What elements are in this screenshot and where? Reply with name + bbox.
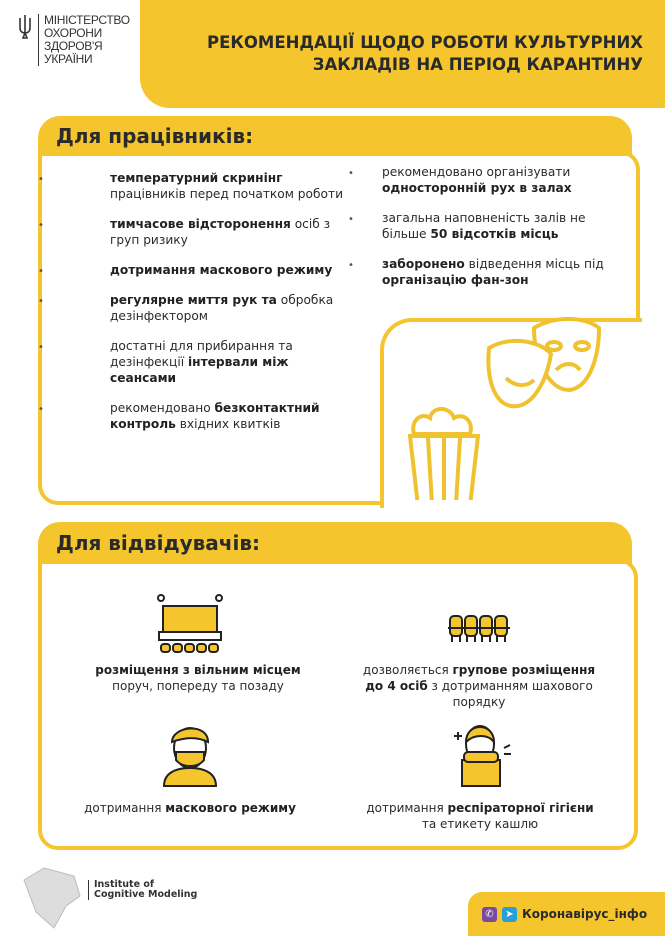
- bold-text: односторонній рух в залах: [382, 181, 572, 195]
- bullet-icon: •: [38, 266, 44, 277]
- bullet-icon: •: [348, 260, 354, 271]
- text: та етикету кашлю: [421, 817, 539, 831]
- bold-text: заборонено: [382, 257, 465, 271]
- text: рекомендовано: [110, 401, 215, 415]
- telegram-icon[interactable]: ➤: [502, 907, 517, 922]
- list-item: [348, 164, 622, 196]
- ministry-line: МІНІСТЕРСТВО: [44, 13, 130, 27]
- list-item: [38, 216, 350, 248]
- text: обробка дезінфектором: [110, 293, 334, 323]
- text: загальна наповненість залів не більше: [382, 211, 586, 241]
- list-item: [38, 338, 350, 386]
- viber-icon[interactable]: ✆: [482, 907, 497, 922]
- bold-text: температурний скринінг: [110, 171, 283, 185]
- bullet-icon: •: [38, 342, 44, 353]
- bold-text: групове розміщення до 4 осіб: [365, 663, 596, 693]
- bold-text: інтервали між сеансами: [110, 355, 289, 385]
- channel-badge[interactable]: [468, 892, 665, 936]
- text: працівників перед початком роботи: [110, 187, 343, 201]
- visitor-tip-mask: [70, 800, 310, 816]
- bold-text: організацію фан-зон: [382, 273, 529, 287]
- ministry-line: УКРАЇНИ: [44, 52, 93, 66]
- face-mask-person-icon: [160, 720, 220, 788]
- text: достатні для прибирання та дезінфекції: [110, 339, 293, 369]
- title-line: РЕКОМЕНДАЦІЇ ЩОДО РОБОТИ КУЛЬТУРНИХ: [207, 33, 643, 52]
- list-item: [38, 400, 350, 432]
- bold-text: регулярне миття рук та: [110, 293, 277, 307]
- bullet-icon: •: [38, 174, 44, 185]
- channel-name[interactable]: Коронавірус_інфо: [522, 907, 648, 921]
- bold-text: тимчасове відсторонення: [110, 217, 291, 231]
- ministry-line: ЗДОРОВ'Я: [44, 39, 103, 53]
- trident-icon: [18, 14, 32, 40]
- popcorn-icon: [404, 394, 484, 504]
- text: з дотриманням шахового порядку: [427, 679, 593, 709]
- group-seats-icon: [446, 614, 512, 644]
- bullet-icon: •: [38, 296, 44, 307]
- text: осіб з груп ризику: [110, 217, 331, 247]
- visitor-tip-respiratory: [360, 800, 600, 832]
- text: дотримання: [366, 801, 448, 815]
- bullet-icon: •: [38, 404, 44, 415]
- bold-text: 50 відсотків місць: [430, 227, 559, 241]
- text: вхідних квитків: [175, 417, 281, 431]
- theater-masks-icon: [484, 308, 604, 418]
- text: відведення місць під: [464, 257, 604, 271]
- bullet-icon: •: [38, 220, 44, 231]
- illustration-area: [380, 318, 642, 508]
- bold-text: безконтактний контроль: [110, 401, 320, 431]
- bold-text: розміщення з вільним місцем: [95, 663, 301, 677]
- bullet-icon: •: [348, 168, 354, 179]
- bullet-icon: •: [348, 214, 354, 225]
- text: рекомендовано організувати: [382, 165, 571, 179]
- ministry-logo: [18, 13, 130, 66]
- workers-list-left: [38, 170, 350, 446]
- text: дозволяється: [362, 663, 453, 677]
- workers-list-right: [348, 164, 622, 302]
- institute-logo-icon: [20, 866, 86, 930]
- list-item: [38, 262, 350, 278]
- header-banner: [140, 0, 665, 108]
- institute-line: Institute of: [94, 879, 155, 890]
- visitor-tip-group-seating: [359, 662, 599, 710]
- bold-text: маскового режиму: [165, 801, 296, 815]
- cinema-seating-icon: [155, 592, 225, 654]
- cough-etiquette-icon: [448, 720, 514, 788]
- text: поруч, попереду та позаду: [112, 679, 284, 693]
- list-item: [348, 256, 622, 288]
- title-line: ЗАКЛАДІВ НА ПЕРІОД КАРАНТИНУ: [312, 55, 643, 74]
- list-item: [348, 210, 622, 242]
- institute-name: [88, 880, 197, 900]
- mask: [384, 500, 644, 510]
- list-item: [38, 292, 350, 324]
- visitor-tip-free-seat: [78, 662, 318, 694]
- bold-text: респіраторної гігієни: [447, 801, 594, 815]
- page-title: [207, 32, 643, 76]
- workers-heading: Для працівників:: [38, 116, 632, 156]
- list-item: [38, 170, 350, 202]
- text: дотримання: [84, 801, 166, 815]
- institute-line: Cognitive Modeling: [94, 889, 198, 900]
- visitors-heading: Для відвідувачів:: [38, 522, 632, 564]
- bold-text: дотримання маскового режиму: [110, 263, 333, 277]
- ministry-line: ОХОРОНИ: [44, 26, 102, 40]
- ministry-name: [38, 13, 130, 66]
